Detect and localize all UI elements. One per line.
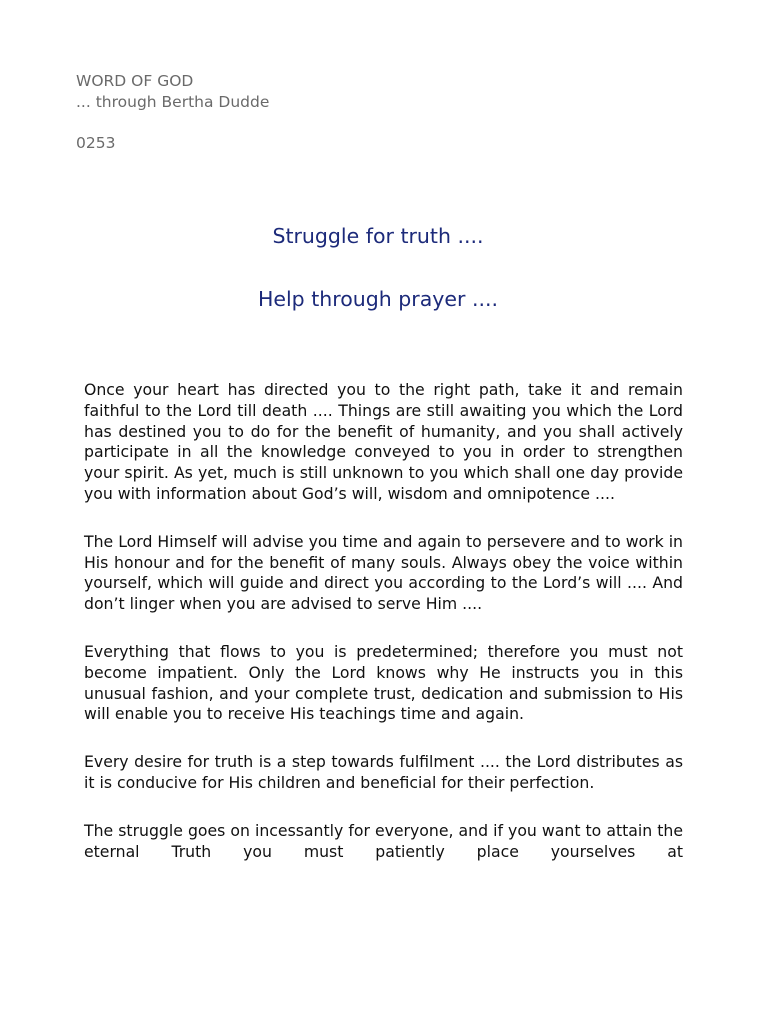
document-body	[84, 380, 683, 862]
document-header	[76, 71, 269, 113]
header-title: WORD OF GOD	[76, 72, 194, 90]
paragraph-4: Every desire for truth is a step towards fulfilment .... the Lord distributes as it is conducive for His children and beneficial for their perfection.	[84, 752, 683, 792]
paragraph-2: The Lord Himself will advise you time and again to persevere and to work in His honour and for the benefit of many souls. Always obey the voice within yourself, which will guide and direct you according to the Lord’s will .... And don’t linger when you are advised to serve Him ....	[84, 531, 683, 614]
paragraph-3: Everything that flows to you is predetermined; therefore you must not become impatient. Only the Lord knows why He instructs you in this unusual fashion, and your complete trust, dedication and submission to His will enable you to receive His teachings time and again.	[84, 641, 683, 724]
document-number: 0253	[76, 134, 116, 152]
header-author: ... through Bertha Dudde	[76, 93, 270, 111]
paragraph-1: Once your heart has directed you to the right path, take it and remain faithful to the Lord till death .... Things are still awaiting you which the Lord has destined you to do for the benefit of humanity, and you shall actively participate in all the knowledge conveyed to you in order to strengthen your spirit. As yet, much is still unknown to you which shall one day provide you with information about God’s will, wisdom and omnipotence ....	[84, 380, 683, 503]
document-title: Struggle for truth ....	[272, 224, 484, 248]
paragraph-5: The struggle goes on incessantly for everyone, and if you want to attain the eternal Truth you must patiently place yourselves at	[84, 820, 683, 861]
document-subtitle: Help through prayer ....	[257, 287, 499, 311]
